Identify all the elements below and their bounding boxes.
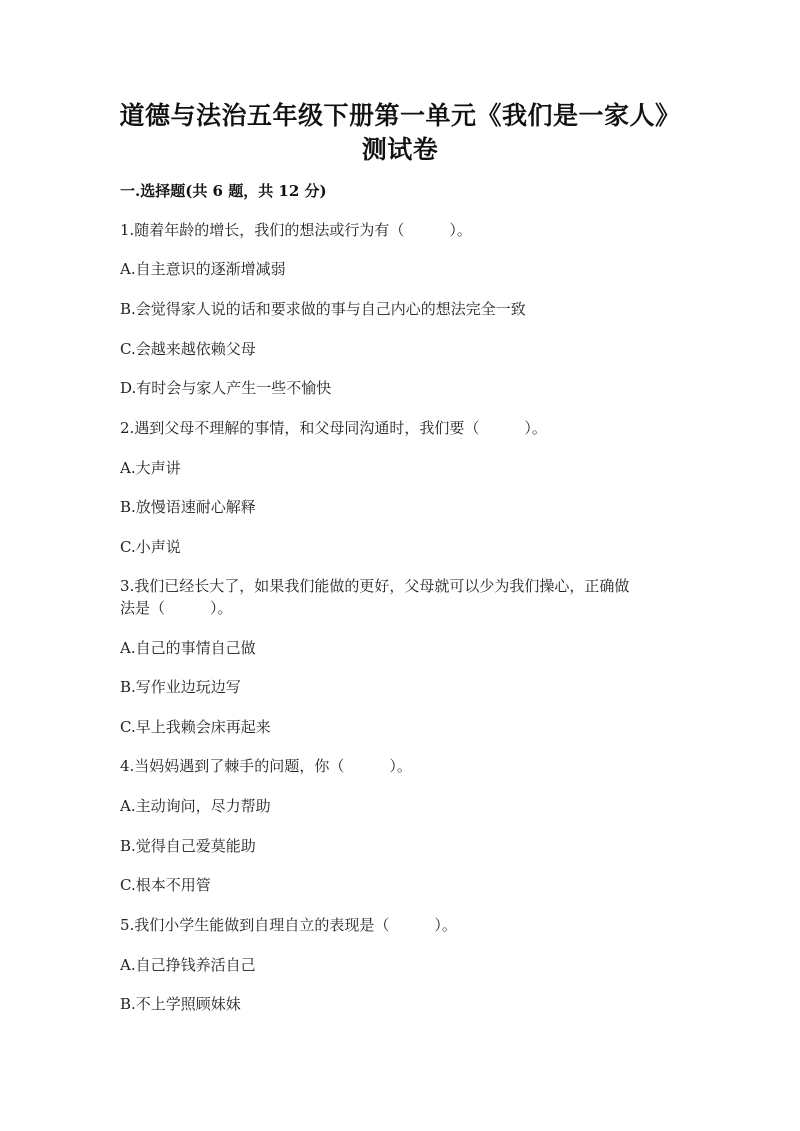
question-1-stem: 1.随着年龄的增长，我们的想法或行为有（ ）。 (120, 221, 472, 239)
question-1-option-c: C.会越来越依赖父母 (120, 340, 256, 358)
question-3-stem-line2: 法是（ ）。 (120, 599, 233, 617)
question-1-option-a: A.自主意识的逐渐增减弱 (120, 260, 286, 278)
question-2-option-a: A.大声讲 (120, 459, 181, 477)
question-3-stem-line1: 3.我们已经长大了，如果我们能做的更好，父母就可以少为我们操心，正确做 (120, 577, 630, 595)
question-4-option-a: A.主动询问，尽力帮助 (120, 797, 271, 815)
question-4-stem: 4.当妈妈遇到了棘手的问题，你（ ）。 (120, 757, 412, 775)
question-5-stem: 5.我们小学生能做到自理自立的表现是（ ）。 (120, 916, 457, 934)
question-2-option-c: C.小声说 (120, 538, 181, 556)
question-2-option-b: B.放慢语速耐心解释 (120, 498, 256, 516)
question-5-option-a: A.自己挣钱养活自己 (120, 956, 256, 974)
question-3-option-c: C.早上我赖会床再起来 (120, 718, 271, 736)
question-1-option-d: D.有时会与家人产生一些不愉快 (120, 379, 332, 397)
question-1-option-b: B.会觉得家人说的话和要求做的事与自己内心的想法完全一致 (120, 300, 526, 318)
question-4-option-c: C.根本不用管 (120, 876, 211, 894)
question-3-option-a: A.自己的事情自己做 (120, 639, 256, 657)
question-5-option-b: B.不上学照顾妹妹 (120, 995, 241, 1013)
question-3-option-b: B.写作业边玩边写 (120, 678, 241, 696)
question-2-stem: 2.遇到父母不理解的事情，和父母同沟通时，我们要（ ）。 (120, 419, 547, 437)
page-subtitle: 测试卷 (361, 135, 439, 164)
page-title: 道德与法治五年级下册第一单元《我们是一家人》 (119, 101, 681, 130)
question-4-option-b: B.觉得自己爱莫能助 (120, 837, 256, 855)
section-heading: 一.选择题(共 6 题，共 12 分) (120, 182, 327, 200)
